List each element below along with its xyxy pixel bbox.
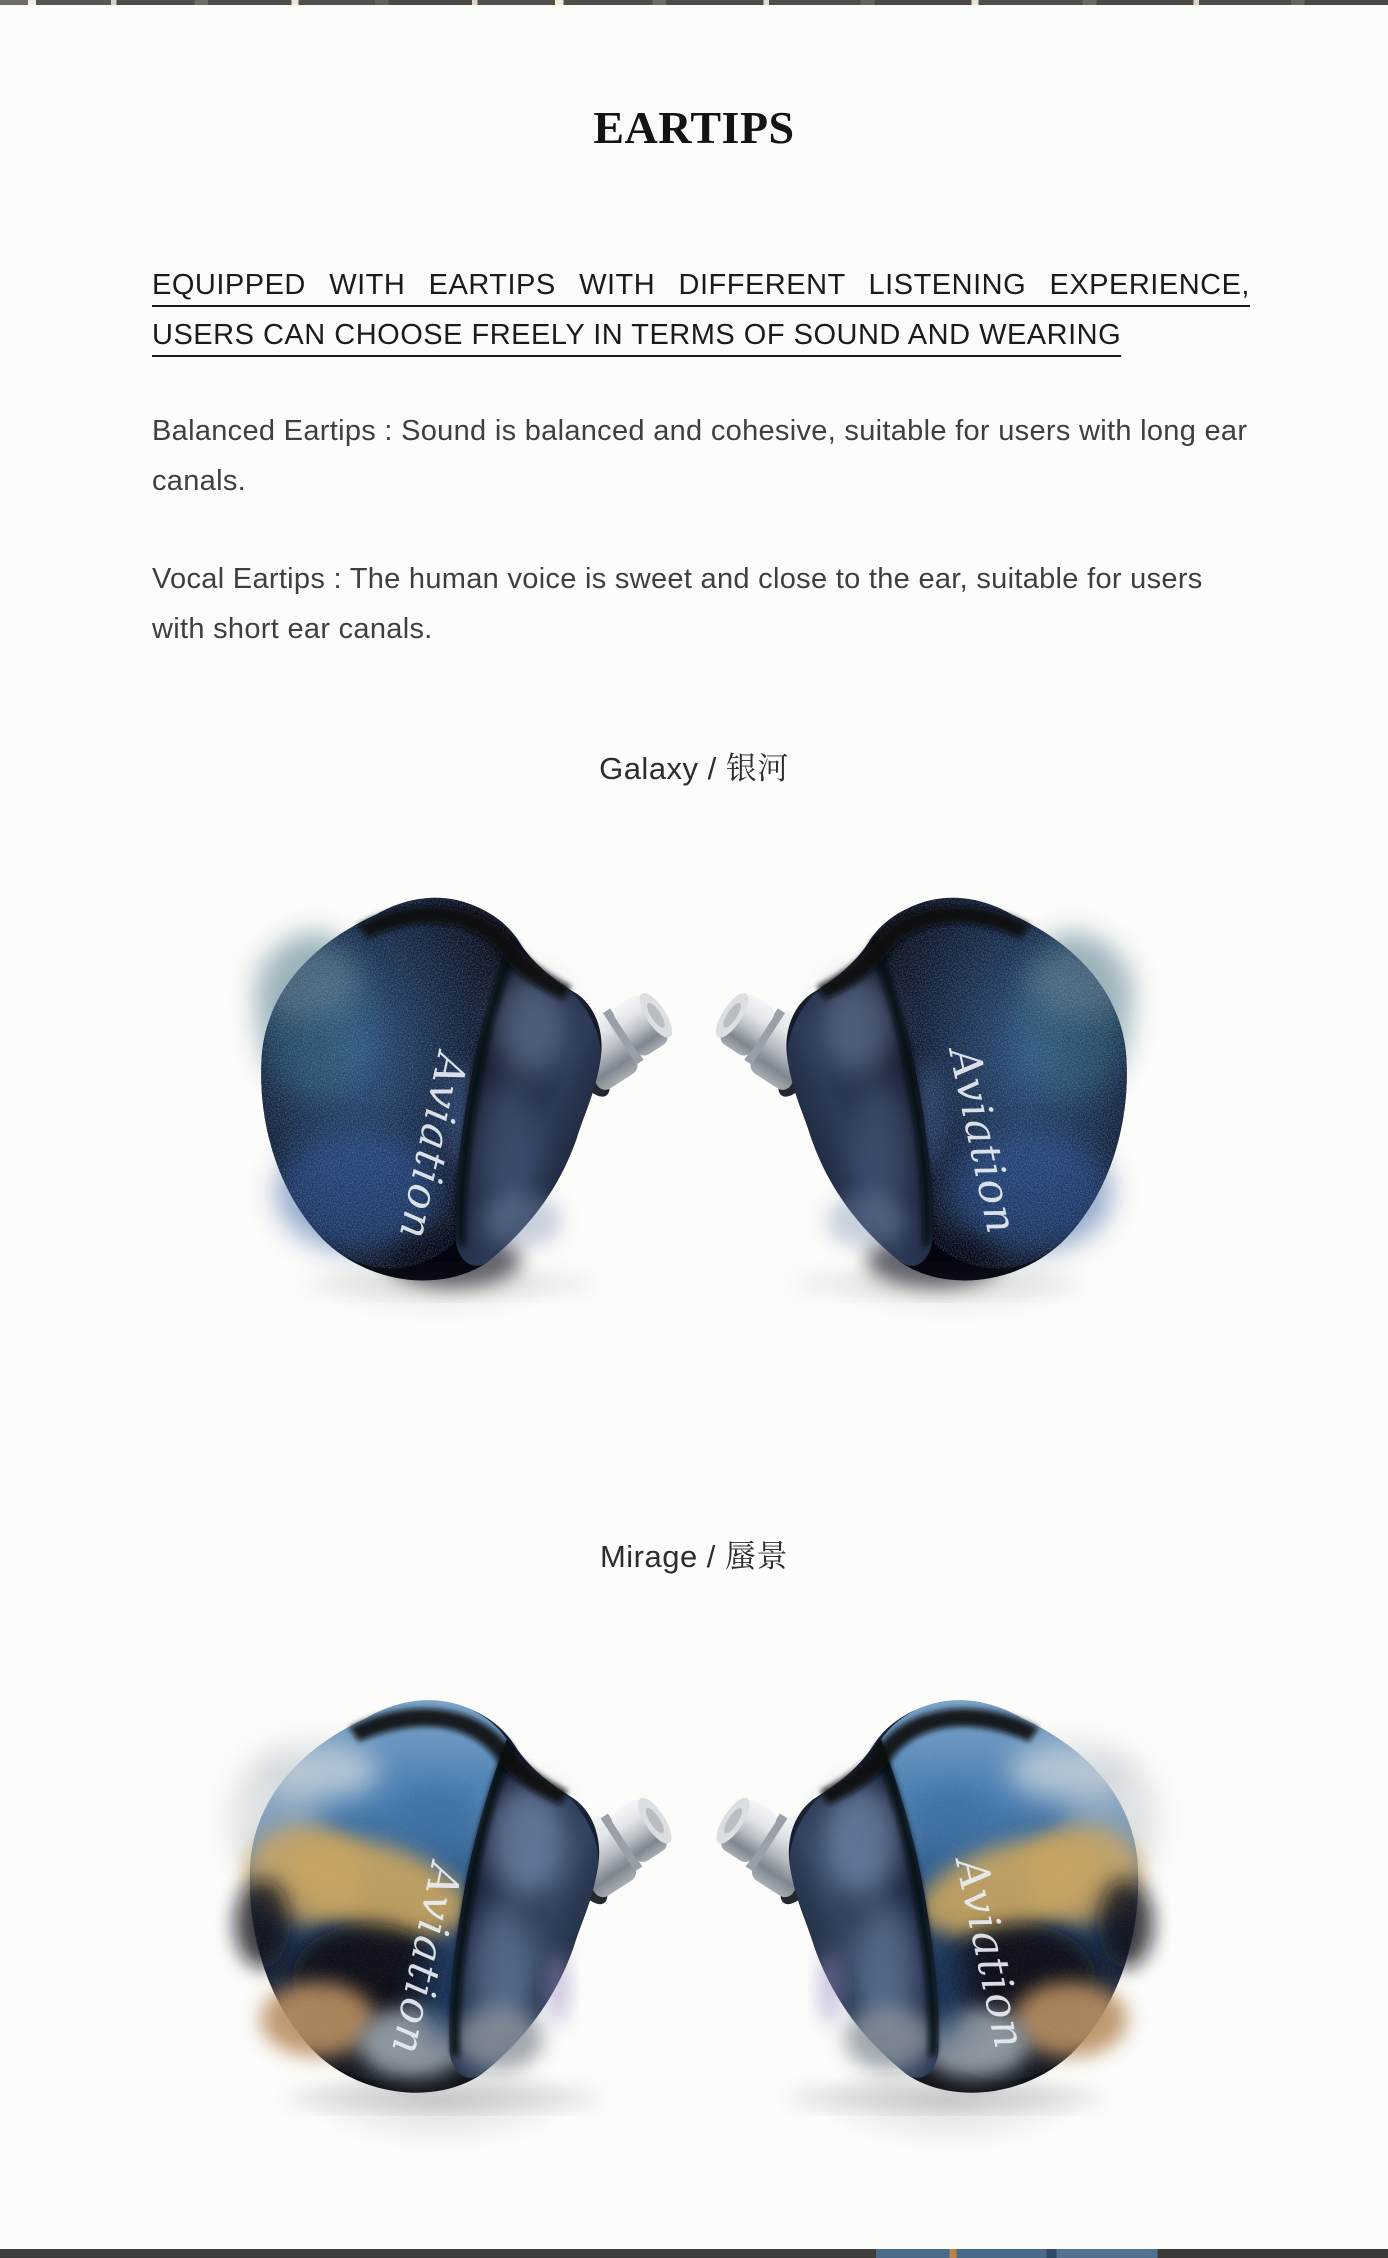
aviation-script-right: Aviation [939,1043,1027,1240]
intro-line-1: EQUIPPED WITH EARTIPS WITH DIFFERENT LISTENING EXPERIENCE, [152,269,1250,301]
galaxy-earphones-illustration [214,890,1174,1303]
mirage-earphones-illustration [202,1692,1187,2116]
product-label-galaxy: Galaxy / 银河 [599,751,789,786]
page-title: EARTIPS [593,102,795,153]
earbud-right [702,898,1136,1287]
aviation-script-left: Aviation [380,1859,471,2061]
product-photo-galaxy [214,890,1174,1303]
earbud-right [702,1700,1157,2093]
product-photo-mirage [202,1692,1187,2116]
product-label-mirage: Mirage / 蜃景 [599,1539,789,1574]
aviation-script-left: Aviation [389,1049,477,1246]
top-crop-strip [0,0,1388,5]
paragraph-balanced-eartips: Balanced Eartips : Sound is balanced and cohesive, suitable for users with long ear canals. [152,415,1248,497]
intro-line-2: USERS CAN CHOOSE FREELY IN TERMS OF SOUND AND WEARING [152,319,1122,351]
bottom-crop-strip [0,2249,1388,2258]
paragraph-vocal-eartips: Vocal Eartips : The human voice is sweet and close to the ear, suitable for users with short ear canals. [152,563,1203,645]
aviation-script-right: Aviation [945,1853,1035,2055]
intro-block [152,260,1250,360]
